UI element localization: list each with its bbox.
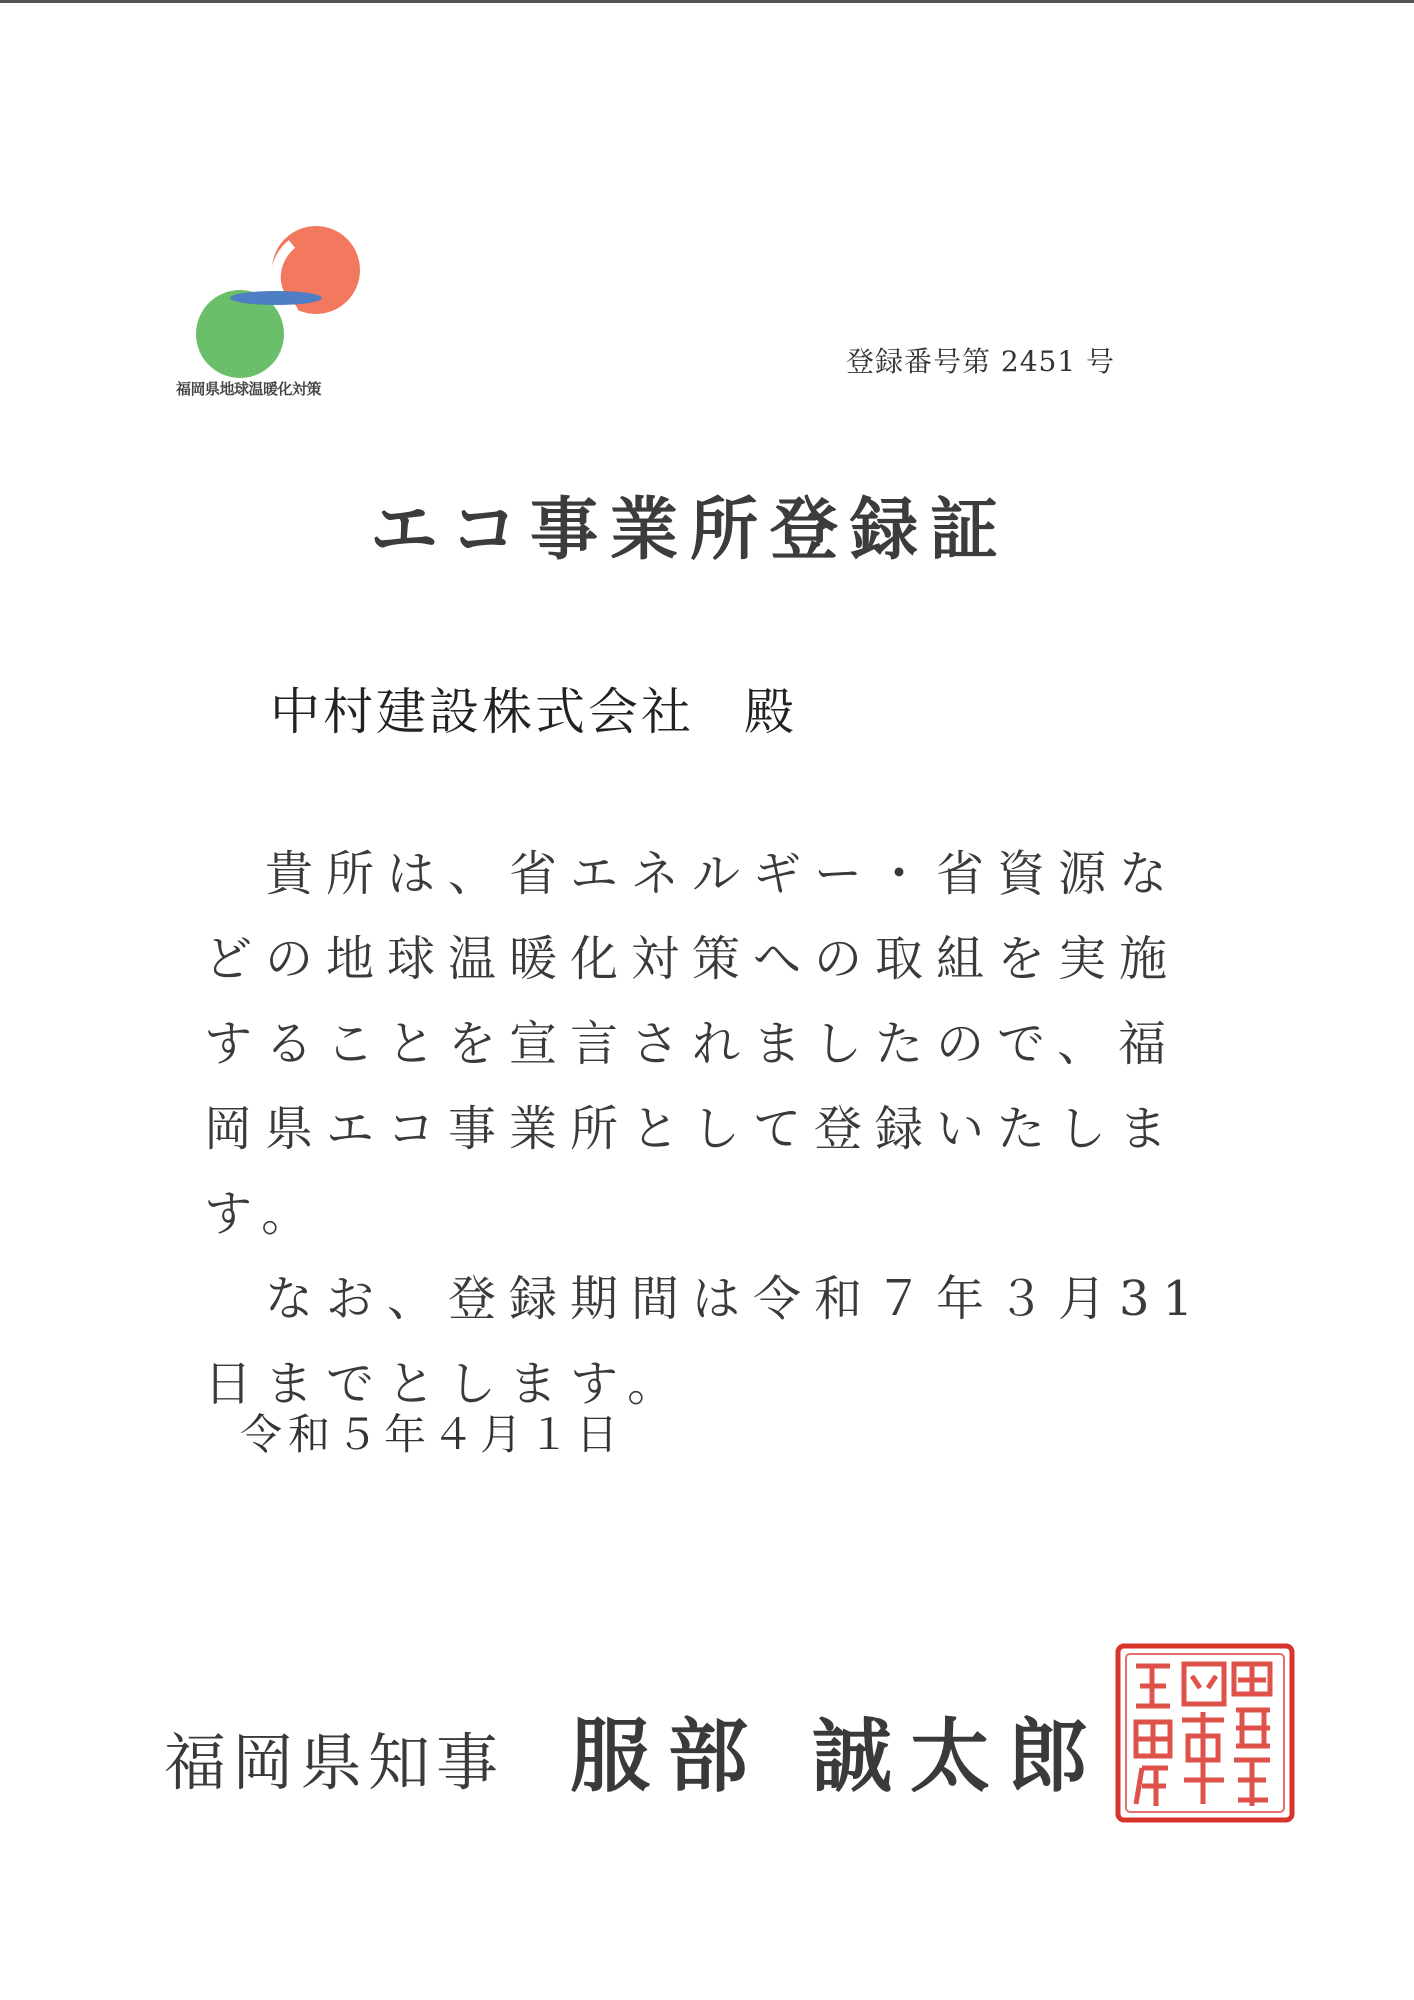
issue-date: 令和５年４月１日 bbox=[240, 1410, 625, 1459]
fukuoka-climate-logo bbox=[188, 222, 368, 402]
recipient-line bbox=[270, 672, 797, 744]
top-border-line bbox=[0, 0, 1414, 3]
body-paragraph-1: 貴所は、省エネルギー・省資源などの地球温暖化対策への取組を実施することを宣言されましたので、福岡県エコ事業所として登録いたします。 bbox=[204, 846, 1181, 1242]
recipient-honorific: 殿 bbox=[744, 683, 797, 741]
logo-blue-stroke bbox=[230, 291, 322, 305]
signature-block bbox=[164, 1692, 1106, 1807]
certificate-body bbox=[204, 832, 1224, 1427]
signatory-name: 服部 誠太郎 bbox=[570, 1709, 1106, 1803]
official-seal-stamp bbox=[1112, 1640, 1298, 1826]
certificate-title: エコ事業所登録証 bbox=[370, 490, 1011, 570]
signatory-office: 福岡県知事 bbox=[164, 1726, 505, 1799]
logo-caption: 福岡県地球温暖化対策 bbox=[176, 380, 322, 398]
body-paragraph-2: なお、登録期間は令和７年３月31日までとします。 bbox=[204, 1271, 1207, 1412]
recipient-name: 中村建設株式会社 bbox=[270, 683, 694, 741]
registration-number: 登録番号第 2451 号 bbox=[846, 345, 1116, 378]
